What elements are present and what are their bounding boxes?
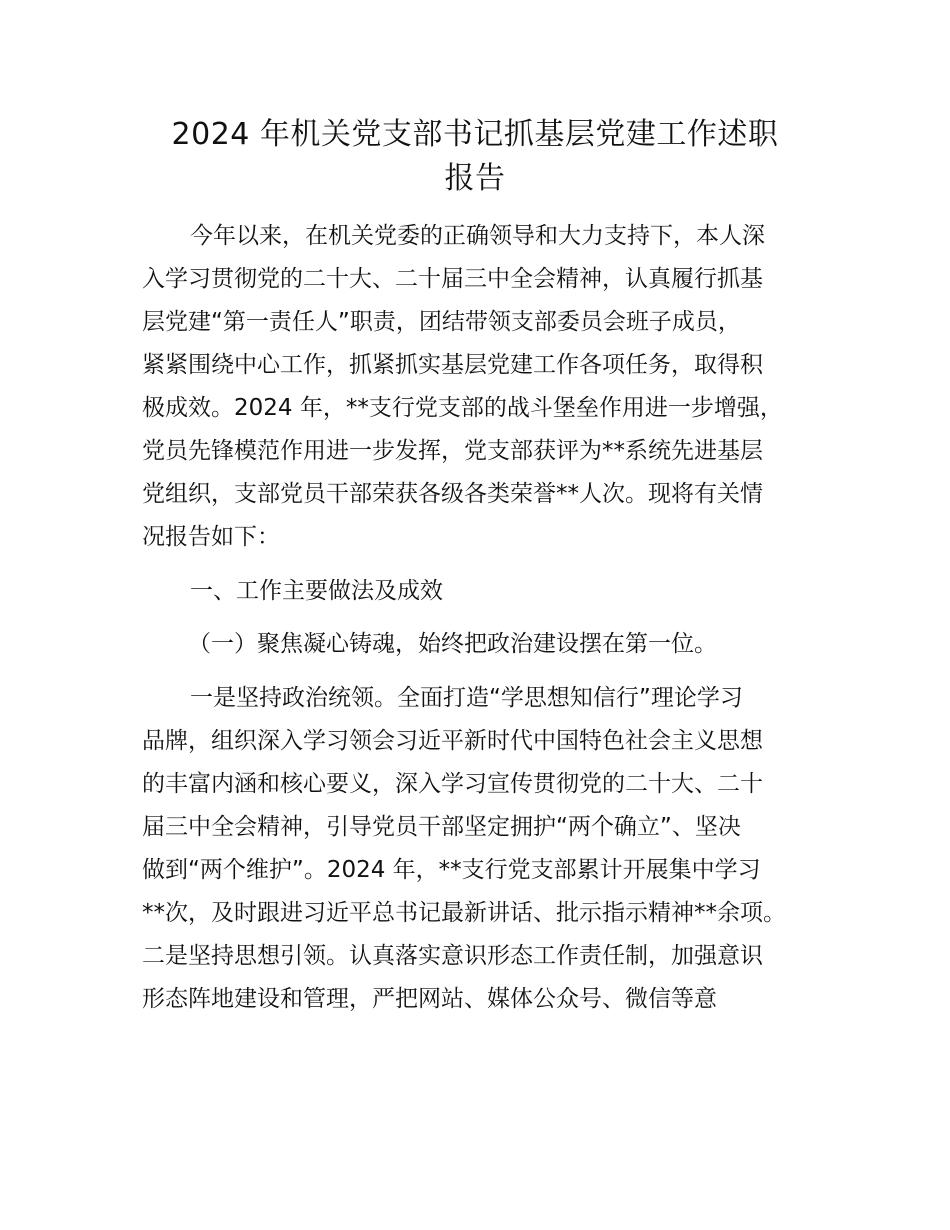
subsection-heading-1: （一）聚焦凝心铸魂，始终把政治建设摆在第一位。 [188, 631, 717, 657]
body-line-4: 紧紧围绕中心工作，抓紧抓实基层党建工作各项任务，取得积 [142, 352, 763, 378]
body-line-15: 做到“两个维护”。2024 年，**支行党支部累计开展集中学习 [142, 857, 761, 883]
document-title-line-2: 报告 [444, 161, 506, 196]
body-line-5: 极成效。2024 年，**支行党支部的战斗堡垒作用进一步增强， [142, 395, 783, 421]
body-line-17: 二是坚持思想引领。认真落实意识形态工作责任制，加强意识 [142, 943, 763, 969]
body-line-7: 党组织，支部党员干部荣获各级各类荣誉**人次。现将有关情 [142, 481, 763, 507]
body-line-16: **次，及时跟进习近平总书记最新讲话、批示指示精神**余项。 [142, 900, 786, 926]
body-line-18: 形态阵地建设和管理，严把网站、媒体公众号、微信等意 [142, 986, 717, 1012]
body-line-1: 今年以来，在机关党委的正确领导和大力支持下，本人深 [190, 223, 765, 249]
body-line-8: 况报告如下： [142, 524, 280, 550]
body-line-3: 层党建“第一责任人”职责，团结带领支部委员会班子成员， [142, 309, 741, 335]
body-line-2: 入学习贯彻党的二十大、二十届三中全会精神，认真履行抓基 [142, 266, 763, 292]
body-line-14: 届三中全会精神，引导党员干部坚定拥护“两个确立”、坚决 [142, 814, 741, 840]
body-line-13: 的丰富内涵和核心要义，深入学习宣传贯彻党的二十大、二十 [142, 771, 763, 797]
section-heading-1: 一、工作主要做法及成效 [190, 578, 443, 604]
body-line-12: 品牌，组织深入学习领会习近平新时代中国特色社会主义思想 [142, 728, 763, 754]
body-line-6: 党员先锋模范作用进一步发挥，党支部获评为**系统先进基层 [142, 438, 763, 464]
document-title-line-1: 2024 年机关党支部书记抓基层党建工作述职 [171, 117, 779, 152]
body-line-11: 一是坚持政治统领。全面打造“学思想知信行”理论学习 [190, 685, 743, 711]
